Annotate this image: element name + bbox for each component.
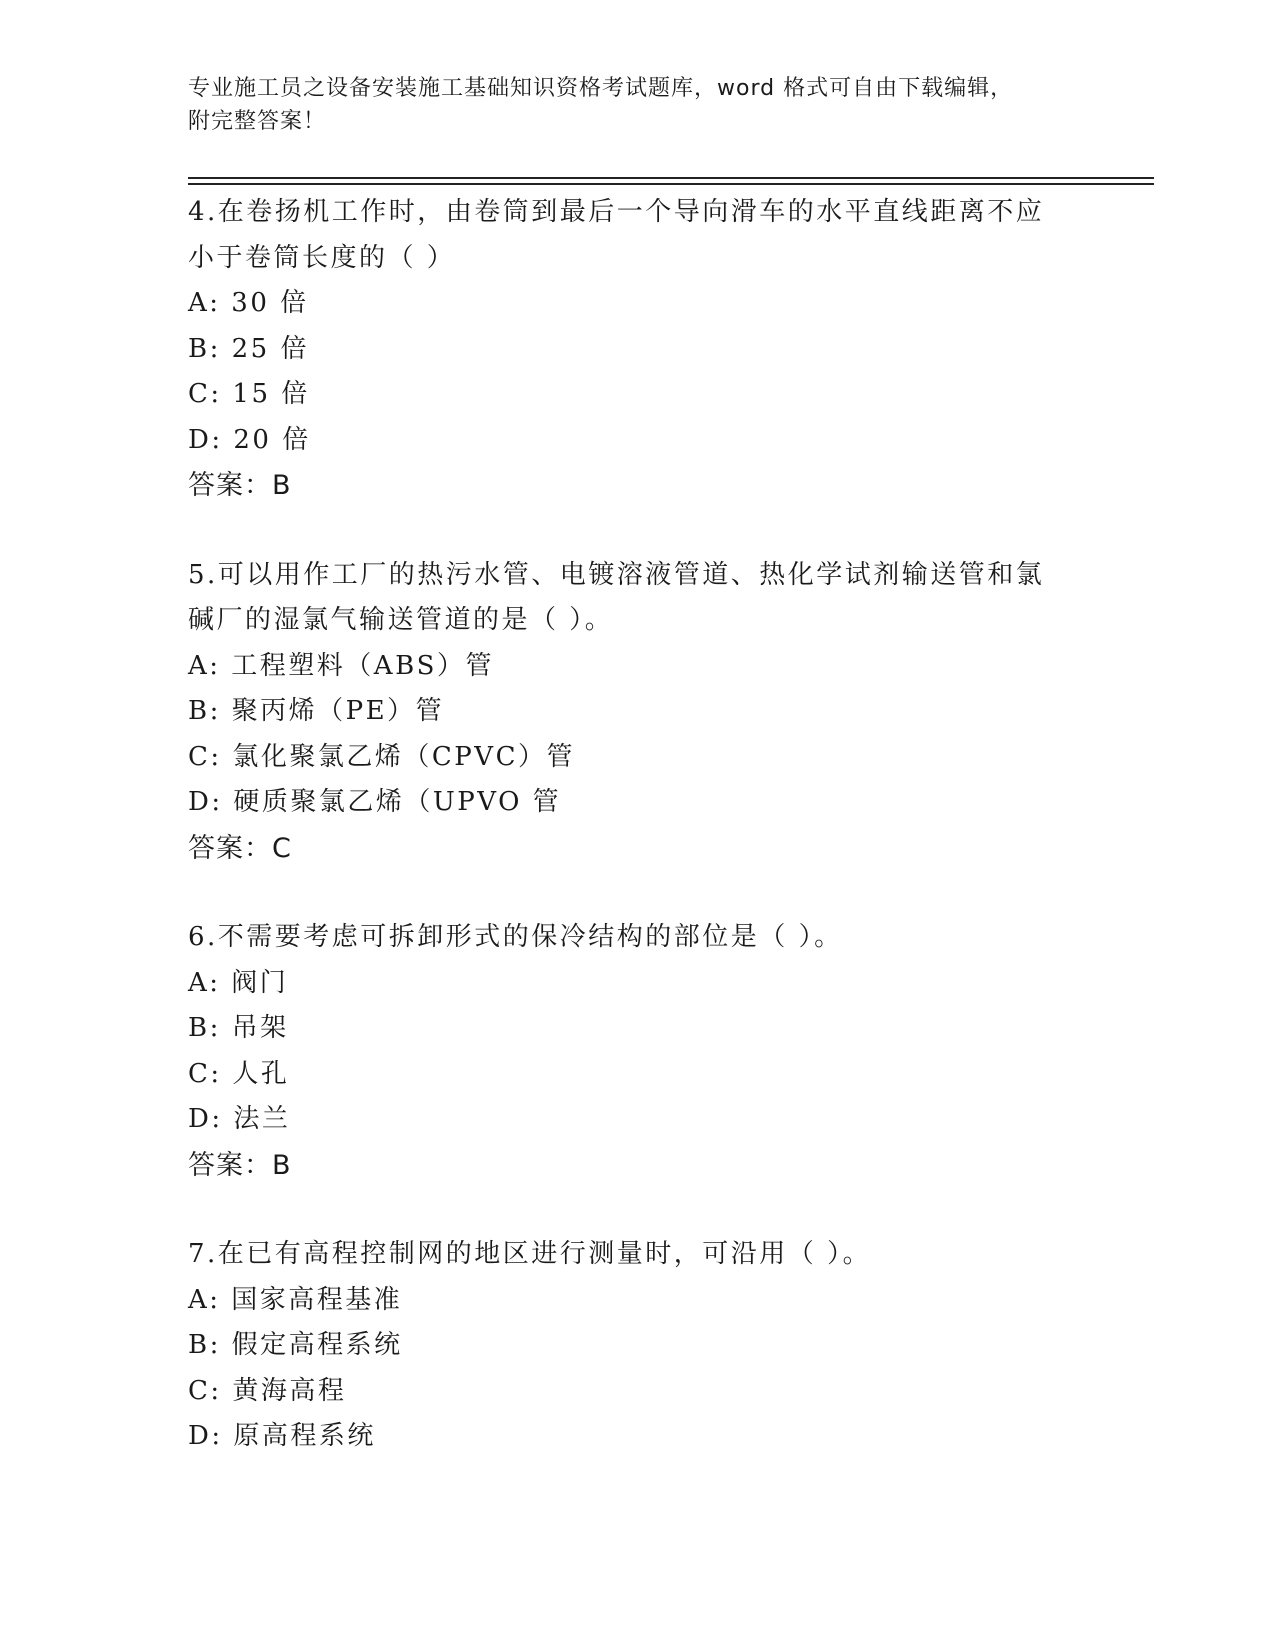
option-a: A: 30 倍 <box>188 288 309 318</box>
option-d: D: 硬质聚氯乙烯（UPVO 管 <box>188 787 562 817</box>
question-stem-line: 4.在卷扬机工作时，由卷筒到最后一个导向滑车的水平直线距离不应 <box>188 197 1045 227</box>
answer: 答案：C <box>188 832 292 864</box>
question-stem-line: 5.可以用作工厂的热污水管、电镀溶液管道、热化学试剂输送管和氯 <box>188 559 1045 590</box>
question-5 <box>188 553 1088 872</box>
option-d: D: 原高程系统 <box>188 1421 376 1451</box>
option-d: D: 20 倍 <box>188 424 311 455</box>
option-a: A: 阀门 <box>188 967 289 998</box>
answer: 答案：B <box>188 1149 292 1181</box>
option-c: C: 氯化聚氯乙烯（CPVC）管 <box>188 741 575 772</box>
question-stem-line: 7.在已有高程控制网的地区进行测量时，可沿用（ ）。 <box>188 1239 872 1269</box>
header-rule-bottom <box>188 183 1154 185</box>
option-a: A: 工程塑料（ABS）管 <box>188 650 494 681</box>
question-4 <box>188 190 1088 509</box>
option-c: C: 15 倍 <box>188 379 310 409</box>
answer: 答案：B <box>188 470 292 501</box>
header-line-1: 专业施工员之设备安装施工基础知识资格考试题库，word 格式可自由下载编辑， <box>188 76 1014 101</box>
option-a: A: 国家高程基准 <box>188 1284 403 1315</box>
option-c: C: 人孔 <box>188 1058 290 1089</box>
header-rule-top <box>188 177 1154 179</box>
question-stem-line: 碱厂的湿氯气输送管道的是（ ）。 <box>188 605 614 635</box>
question-stem-line: 6.不需要考虑可拆卸形式的保冷结构的部位是（ ）。 <box>188 922 843 952</box>
option-b: B: 假定高程系统 <box>188 1330 403 1360</box>
question-list <box>188 190 1088 1504</box>
option-b: B: 聚丙烯（PE）管 <box>188 696 445 726</box>
option-b: B: 25 倍 <box>188 333 309 364</box>
option-c: C: 黄海高程 <box>188 1375 347 1406</box>
option-d: D: 法兰 <box>188 1104 291 1134</box>
question-7 <box>188 1232 1088 1460</box>
question-6 <box>188 915 1088 1188</box>
document-header <box>188 72 1088 138</box>
option-b: B: 吊架 <box>188 1013 289 1043</box>
header-line-2: 附完整答案！ <box>188 109 327 134</box>
question-stem-line: 小于卷筒长度的（ ） <box>188 242 456 273</box>
